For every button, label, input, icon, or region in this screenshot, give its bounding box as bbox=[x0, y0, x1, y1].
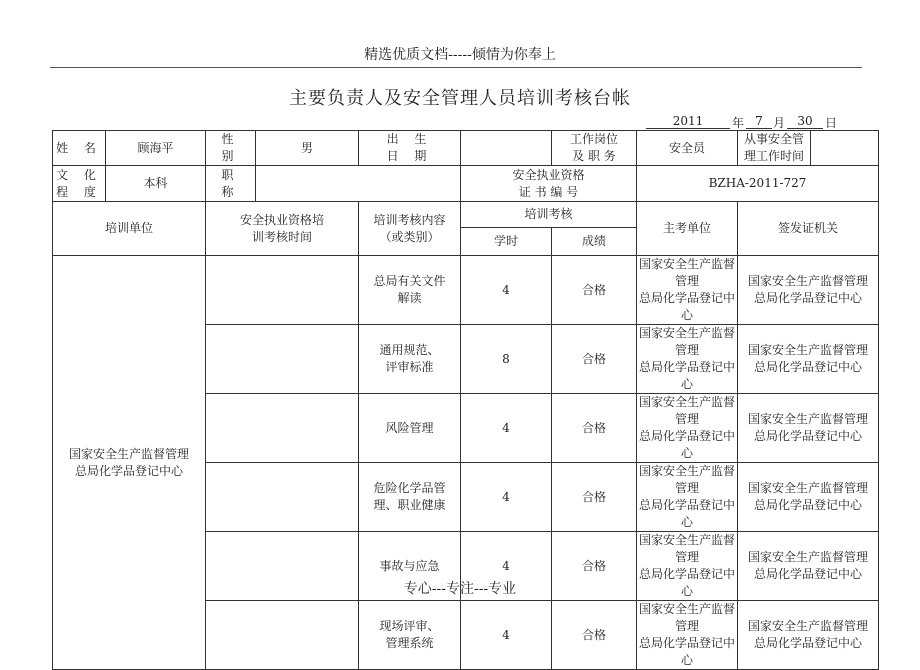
result-cell: 合格 bbox=[552, 532, 637, 601]
content-cell bbox=[359, 394, 461, 463]
edu-label bbox=[53, 166, 106, 202]
info-row-2 bbox=[53, 166, 879, 202]
issuer-cell bbox=[738, 394, 879, 463]
content-cell bbox=[359, 256, 461, 325]
examiner-line1: 国家安全生产监督管理 bbox=[639, 257, 736, 288]
hours-cell: 4 bbox=[461, 601, 552, 670]
edu-label-line1: 文 化 bbox=[56, 167, 102, 182]
examiner-cell bbox=[637, 394, 738, 463]
issuer-line1: 国家安全生产监督管理 bbox=[747, 619, 868, 633]
col-issuer: 签发证机关 bbox=[738, 202, 879, 256]
exam-time-cell bbox=[206, 463, 359, 532]
col-exam-time bbox=[206, 202, 359, 256]
title-label: 职 称 bbox=[206, 166, 256, 202]
examiner-cell bbox=[637, 256, 738, 325]
page-header: 精选优质文档-----倾情为你奉上 bbox=[364, 47, 556, 63]
exam-time-cell bbox=[206, 325, 359, 394]
exam-time-cell bbox=[206, 601, 359, 670]
col-examiner: 主考单位 bbox=[637, 202, 738, 256]
issuer-cell bbox=[738, 601, 879, 670]
examiner-line1: 国家安全生产监督管理 bbox=[639, 326, 736, 357]
examiner-cell bbox=[637, 463, 738, 532]
content-line1: 事故与应急 bbox=[379, 558, 440, 573]
birth-value bbox=[461, 131, 552, 166]
date-year: 2011 bbox=[646, 114, 730, 129]
examiner-line2: 总局化学品登记中心 bbox=[639, 429, 736, 460]
birth-label-line1: 出 生 bbox=[386, 132, 433, 146]
post-label-line1: 工作岗位 bbox=[569, 132, 618, 146]
hours-cell: 4 bbox=[461, 394, 552, 463]
post-label-line2: 及 职 务 bbox=[572, 149, 616, 163]
issuer-line1: 国家安全生产监督管理 bbox=[747, 274, 868, 288]
post-value: 安全员 bbox=[637, 131, 738, 166]
table-row bbox=[53, 256, 879, 325]
post-label bbox=[552, 131, 637, 166]
issuer-line1: 国家安全生产监督管理 bbox=[747, 343, 868, 357]
examiner-line2: 总局化学品登记中心 bbox=[639, 360, 736, 391]
training-unit-cell bbox=[53, 256, 206, 670]
hours-cell: 4 bbox=[461, 532, 552, 601]
col-content bbox=[359, 202, 461, 256]
col-result: 成绩 bbox=[552, 228, 637, 256]
result-cell: 合格 bbox=[552, 256, 637, 325]
content-line2: 解读 bbox=[397, 291, 422, 305]
examiner-cell bbox=[637, 325, 738, 394]
exam-time-cell bbox=[206, 256, 359, 325]
date-year-unit: 年 bbox=[731, 116, 744, 130]
training-unit-line2: 总局化学品登记中心 bbox=[74, 463, 183, 478]
document-title: 主要负责人及安全管理人员培训考核台帐 bbox=[289, 88, 631, 109]
date-month: 7 bbox=[746, 114, 772, 129]
content-line1: 现场评审、 bbox=[379, 619, 440, 633]
date-day: 30 bbox=[787, 114, 823, 129]
gender-label: 性 别 bbox=[206, 131, 256, 166]
edu-value: 本科 bbox=[106, 166, 206, 202]
col-exam-time-line2: 训考核时间 bbox=[251, 229, 312, 244]
examiner-line2: 总局化学品登记中心 bbox=[639, 291, 736, 322]
examiner-line1: 国家安全生产监督管理 bbox=[639, 395, 736, 426]
hours-cell: 4 bbox=[461, 463, 552, 532]
cert-label bbox=[461, 166, 637, 202]
issuer-line2: 总局化学品登记中心 bbox=[753, 291, 862, 305]
content-line2: 评审标准 bbox=[385, 360, 434, 374]
name-label: 姓 名 bbox=[53, 131, 106, 166]
content-line2: 理、职业健康 bbox=[373, 498, 446, 512]
content-line1: 通用规范、 bbox=[379, 343, 440, 357]
issuer-line1: 国家安全生产监督管理 bbox=[747, 481, 868, 495]
content-cell bbox=[359, 463, 461, 532]
col-hours: 学时 bbox=[461, 228, 552, 256]
issuer-cell bbox=[738, 325, 879, 394]
name-value: 顾海平 bbox=[106, 131, 206, 166]
col-exam-time-line1: 安全执业资格培 bbox=[239, 212, 324, 227]
issuer-line2: 总局化学品登记中心 bbox=[753, 429, 862, 443]
edu-label-line2: 程 度 bbox=[56, 184, 102, 199]
examiner-cell bbox=[637, 601, 738, 670]
since-value bbox=[811, 131, 879, 166]
content-cell bbox=[359, 601, 461, 670]
examiner-line2: 总局化学品登记中心 bbox=[639, 567, 736, 598]
since-label bbox=[738, 131, 811, 166]
result-cell: 合格 bbox=[552, 601, 637, 670]
cert-label-line2: 证 书 编 号 bbox=[518, 184, 579, 199]
result-cell: 合格 bbox=[552, 463, 637, 532]
birth-label-line2: 日 期 bbox=[386, 149, 433, 163]
issuer-line2: 总局化学品登记中心 bbox=[753, 498, 862, 512]
issuer-line2: 总局化学品登记中心 bbox=[753, 567, 862, 581]
examiner-line1: 国家安全生产监督管理 bbox=[639, 464, 736, 495]
column-header-row-1 bbox=[53, 202, 879, 228]
gender-value: 男 bbox=[256, 131, 359, 166]
content-line1: 总局有关文件 bbox=[373, 274, 446, 288]
result-cell: 合格 bbox=[552, 394, 637, 463]
hours-cell: 4 bbox=[461, 256, 552, 325]
col-content-line2: （或类别） bbox=[379, 229, 440, 244]
birth-label bbox=[359, 131, 461, 166]
examiner-line2: 总局化学品登记中心 bbox=[639, 498, 736, 529]
since-label-line2: 理工作时间 bbox=[743, 149, 804, 163]
examiner-line1: 国家安全生产监督管理 bbox=[639, 602, 736, 633]
result-cell: 合格 bbox=[552, 325, 637, 394]
since-label-line1: 从事安全管 bbox=[743, 132, 804, 146]
issuer-line2: 总局化学品登记中心 bbox=[753, 636, 862, 650]
title-value bbox=[256, 166, 461, 202]
hours-cell: 8 bbox=[461, 325, 552, 394]
page-footer: 专心---专注---专业 bbox=[403, 581, 517, 597]
exam-time-cell bbox=[206, 394, 359, 463]
issuer-line1: 国家安全生产监督管理 bbox=[747, 412, 868, 426]
training-unit-line1: 国家安全生产监督管理 bbox=[68, 446, 189, 461]
content-line2: 管理系统 bbox=[385, 636, 434, 650]
content-line1: 危险化学品管 bbox=[373, 481, 446, 495]
content-cell bbox=[359, 325, 461, 394]
date-day-unit: 日 bbox=[824, 116, 837, 130]
content-line1: 风险管理 bbox=[385, 420, 434, 435]
issuer-cell bbox=[738, 256, 879, 325]
header-divider bbox=[50, 67, 862, 68]
info-row-1 bbox=[53, 131, 879, 166]
issuer-cell bbox=[738, 463, 879, 532]
cert-value: BZHA-2011-727 bbox=[637, 166, 879, 202]
col-content-line1: 培训考核内容 bbox=[373, 212, 446, 227]
date-month-unit: 月 bbox=[772, 116, 785, 130]
examiner-line1: 国家安全生产监督管理 bbox=[639, 533, 736, 564]
examiner-line2: 总局化学品登记中心 bbox=[639, 636, 736, 667]
cert-label-line1: 安全执业资格 bbox=[512, 167, 585, 182]
col-training-unit: 培训单位 bbox=[53, 202, 206, 256]
col-exam-group: 培训考核 bbox=[461, 202, 637, 228]
issuer-line1: 国家安全生产监督管理 bbox=[747, 550, 868, 564]
issuer-line2: 总局化学品登记中心 bbox=[753, 360, 862, 374]
